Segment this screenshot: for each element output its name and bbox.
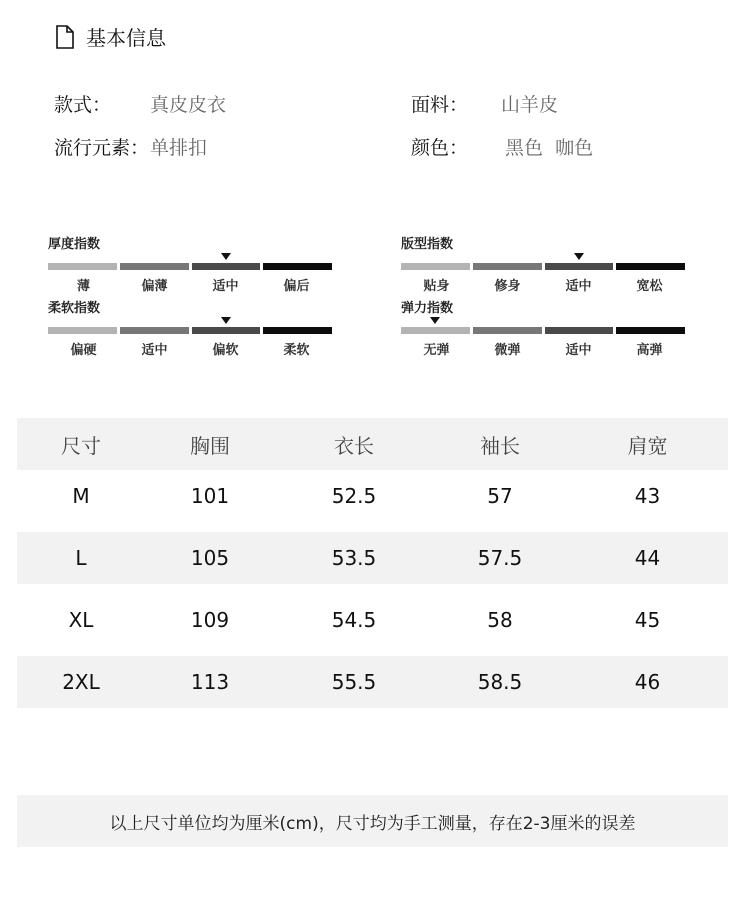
index-bar-segment <box>263 327 332 334</box>
index-bar-segment <box>48 327 117 334</box>
table-row <box>17 532 728 584</box>
fabric-label: 面料： <box>411 94 469 116</box>
size-table <box>17 418 728 718</box>
trend-label: 流行元素： <box>54 137 150 159</box>
table-cell: M <box>72 484 90 508</box>
info-fabric <box>411 90 559 117</box>
color-label: 颜色： <box>411 137 469 159</box>
index-option-label: 适中 <box>212 279 239 294</box>
measurement-note: 以上尺寸单位均为厘米(cm)，尺寸均为手工测量，存在2-3厘米的误差 <box>17 795 728 847</box>
table-cell: 113 <box>190 670 230 694</box>
index-title: 柔软指数 <box>48 301 101 316</box>
table-header-cell: 胸围 <box>190 433 230 458</box>
index-bar <box>401 263 685 270</box>
table-header-cell: 肩宽 <box>627 433 668 458</box>
table-cell: 58 <box>487 608 513 632</box>
index-bar <box>401 327 685 334</box>
table-row <box>17 594 728 646</box>
table-cell: 109 <box>190 608 230 632</box>
table-cell: 105 <box>190 546 230 570</box>
selected-pointer-icon <box>430 317 440 324</box>
color-value: 黑色 咖色 <box>505 137 594 159</box>
elasticity-index <box>401 301 685 358</box>
index-bar-segment <box>473 263 542 270</box>
index-option-label: 偏后 <box>283 279 310 294</box>
index-bar-segment <box>401 327 470 334</box>
document-icon <box>54 24 76 50</box>
table-cell: 45 <box>634 608 661 632</box>
table-row <box>17 656 728 708</box>
index-bar-segment <box>192 327 261 334</box>
index-option-label: 适中 <box>565 279 592 294</box>
style-label: 款式： <box>54 94 112 116</box>
table-cell: 46 <box>634 670 661 694</box>
info-trend <box>54 133 208 160</box>
index-bar-segment <box>192 263 261 270</box>
info-style <box>54 90 227 117</box>
index-option-label: 微弹 <box>494 343 521 358</box>
table-cell: L <box>75 546 87 570</box>
selected-pointer-icon <box>221 317 231 324</box>
fit-index <box>401 237 685 294</box>
index-option-label: 高弹 <box>636 343 663 358</box>
softness-index <box>48 301 332 358</box>
index-title: 版型指数 <box>401 237 454 252</box>
index-option-label: 适中 <box>565 343 592 358</box>
table-header-cell: 衣长 <box>334 433 374 458</box>
table-cell: 54.5 <box>331 608 377 632</box>
index-bar-segment <box>545 263 614 270</box>
table-cell: 55.5 <box>331 670 377 694</box>
info-color <box>411 133 594 160</box>
index-option-label: 偏薄 <box>141 279 168 294</box>
index-bar-segment <box>401 263 470 270</box>
index-option-label: 柔软 <box>283 343 310 358</box>
table-cell: 44 <box>634 546 661 570</box>
index-bar <box>48 327 332 334</box>
trend-value: 单排扣 <box>150 137 208 159</box>
selected-pointer-icon <box>221 253 231 260</box>
index-option-label: 薄 <box>76 279 90 294</box>
index-bar-segment <box>120 327 189 334</box>
table-cell: 43 <box>634 484 661 508</box>
table-header-row <box>17 418 728 470</box>
index-option-label: 修身 <box>494 279 521 294</box>
index-option-label: 偏硬 <box>70 343 97 358</box>
index-bar-segment <box>473 327 542 334</box>
table-cell: 58.5 <box>477 670 523 694</box>
table-cell: 57 <box>487 484 513 508</box>
index-title: 厚度指数 <box>48 237 101 252</box>
index-option-label: 宽松 <box>636 279 663 294</box>
table-cell: 53.5 <box>331 546 377 570</box>
table-cell: 52.5 <box>331 484 377 508</box>
section-title: 基本信息 <box>86 26 166 50</box>
index-title: 弹力指数 <box>401 301 454 316</box>
table-row <box>17 470 728 522</box>
thickness-index <box>48 237 332 294</box>
table-cell: XL <box>68 608 94 632</box>
index-option-label: 适中 <box>141 343 168 358</box>
table-header-cell: 袖长 <box>480 433 520 458</box>
index-bar-segment <box>616 327 685 334</box>
table-cell: 57.5 <box>477 546 523 570</box>
index-option-label: 贴身 <box>423 279 450 294</box>
style-value: 真皮皮衣 <box>150 94 227 116</box>
index-bar-segment <box>48 263 117 270</box>
table-cell: 2XL <box>62 670 100 694</box>
index-option-label: 偏软 <box>212 343 239 358</box>
index-bar-segment <box>545 327 614 334</box>
table-header-cell: 尺寸 <box>61 433 101 458</box>
index-option-label: 无弹 <box>423 343 450 358</box>
index-bar-segment <box>263 263 332 270</box>
index-bar <box>48 263 332 270</box>
section-header <box>54 22 166 51</box>
selected-pointer-icon <box>574 253 584 260</box>
index-bar-segment <box>120 263 189 270</box>
table-cell: 101 <box>190 484 230 508</box>
fabric-value: 山羊皮 <box>501 94 559 116</box>
index-bar-segment <box>616 263 685 270</box>
